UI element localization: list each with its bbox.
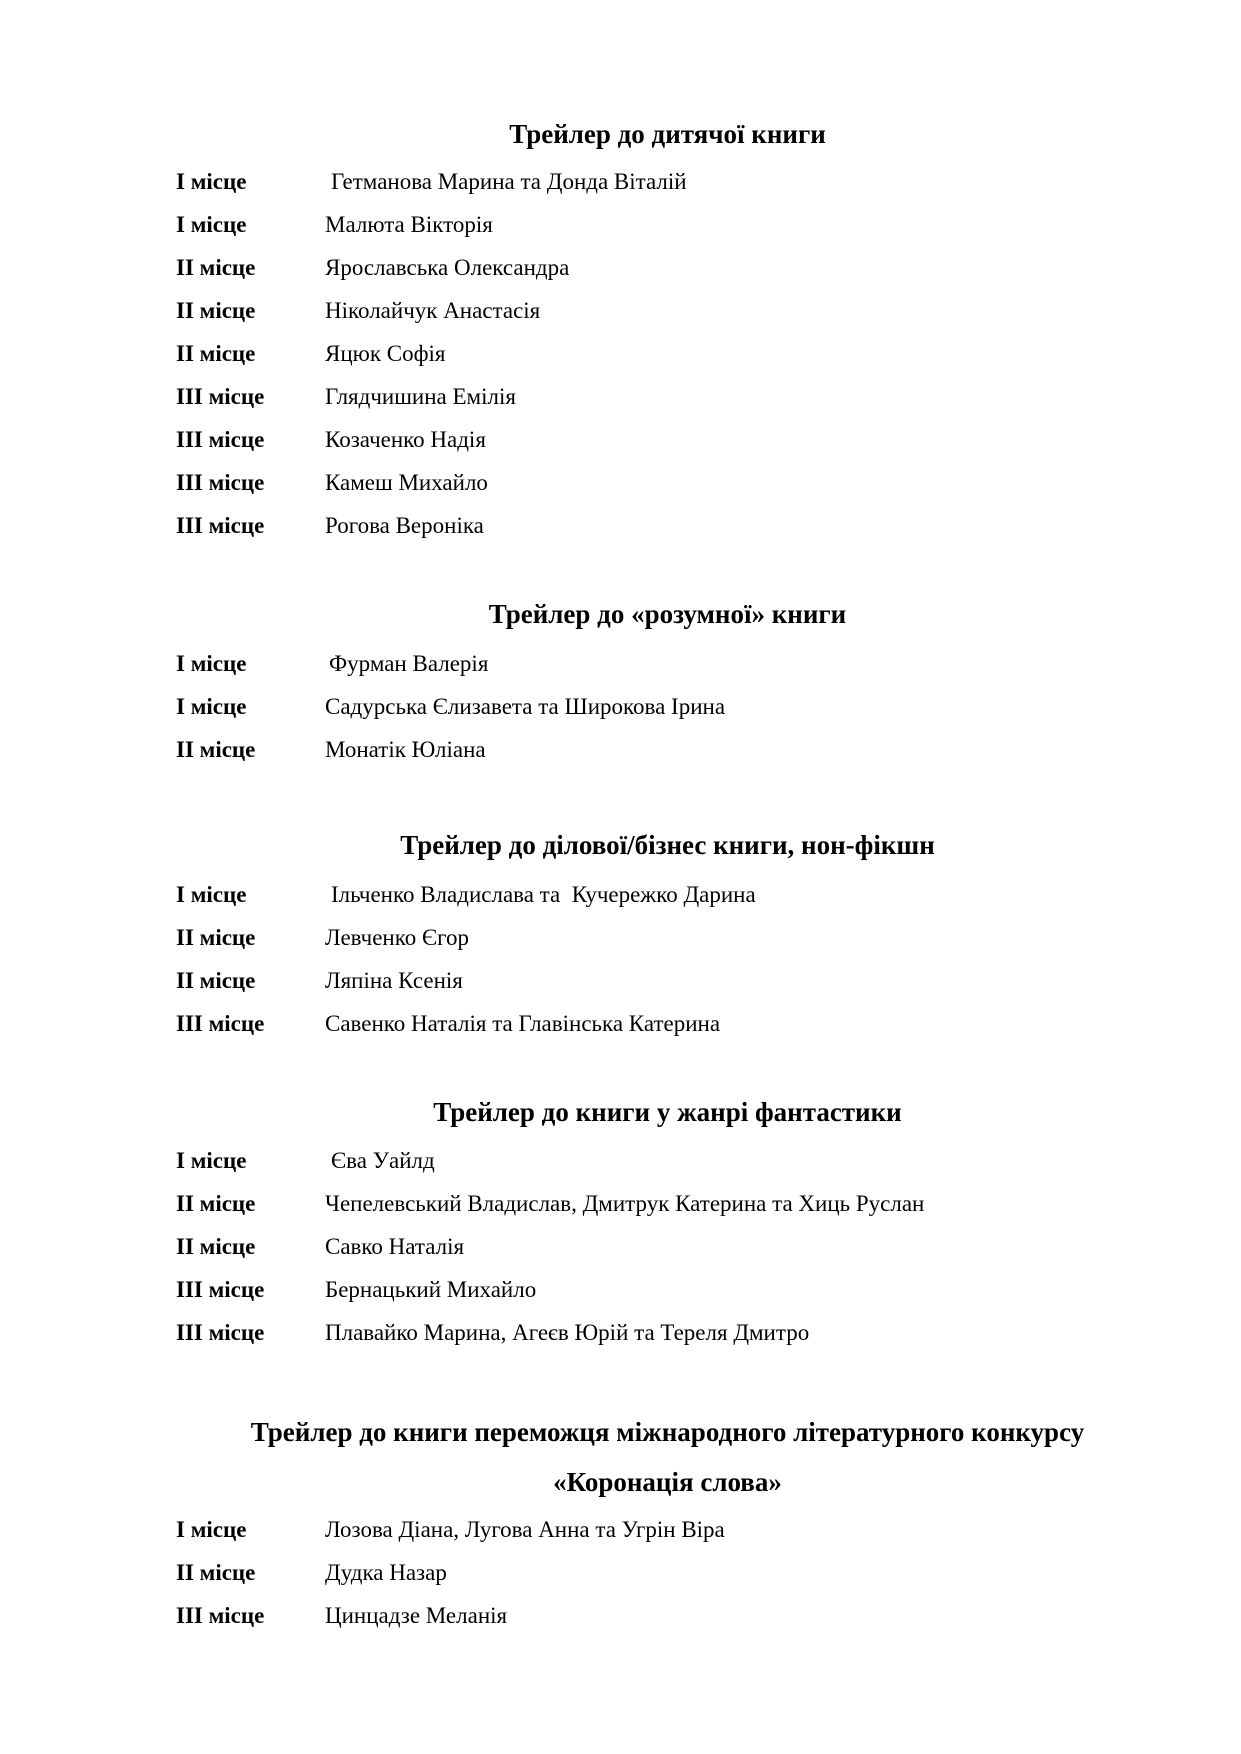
place-label: ІІ місце <box>176 341 256 366</box>
participant-name: Ніколайчук Анастасія <box>325 298 541 323</box>
place-label: І місце <box>176 169 247 194</box>
section-title: Трейлер до «розумної» книги <box>488 599 847 629</box>
section-title: Трейлер до ділової/бізнес книги, нон-фікшн <box>400 830 935 860</box>
section-title: Трейлер до книги у жанрі фантастики <box>433 1097 902 1127</box>
place-label: ІІІ місце <box>176 513 265 538</box>
participant-name: Монатік Юліана <box>325 737 486 762</box>
participant-name: Глядчишина Емілія <box>325 384 516 409</box>
place-label: І місце <box>176 651 247 676</box>
place-label: ІІ місце <box>176 1234 256 1259</box>
place-label: ІІІ місце <box>176 427 265 452</box>
place-label: ІІ місце <box>176 925 256 950</box>
place-label: ІІ місце <box>176 737 256 762</box>
section-subtitle: «Коронація слова» <box>553 1467 782 1497</box>
place-label: ІІІ місце <box>176 1320 265 1345</box>
place-label: І місце <box>176 1148 247 1173</box>
participant-name: Савко Наталія <box>325 1234 465 1259</box>
participant-name: Ляпіна Ксенія <box>325 968 463 993</box>
participant-name: Бернацький Михайло <box>325 1277 537 1302</box>
participant-name: Ярославська Олександра <box>325 255 570 280</box>
place-label: І місце <box>176 212 247 237</box>
place-label: ІІ місце <box>176 298 256 323</box>
participant-name: Плавайко Марина, Агеєв Юрій та Тереля Дмитро <box>325 1320 810 1345</box>
place-label: ІІІ місце <box>176 1603 265 1628</box>
participant-name: Єва Уайлд <box>331 1148 435 1173</box>
place-label: ІІІ місце <box>176 470 265 495</box>
participant-name: Левченко Єгор <box>325 925 470 950</box>
participant-name: Дудка Назар <box>325 1560 447 1585</box>
participant-name: Цинцадзе Меланія <box>325 1603 508 1628</box>
participant-name: Фурман Валерія <box>329 651 489 676</box>
place-label: І місце <box>176 1517 247 1542</box>
participant-name: Садурська Єлизавета та Широкова Ірина <box>325 694 726 719</box>
participant-name: Камеш Михайло <box>325 470 488 495</box>
place-label: ІІІ місце <box>176 384 265 409</box>
place-label: ІІІ місце <box>176 1277 265 1302</box>
place-label: ІІІ місце <box>176 1011 265 1036</box>
place-label: ІІ місце <box>176 1191 256 1216</box>
participant-name: Савенко Наталія та Главінська Катерина <box>325 1011 721 1036</box>
section-title: Трейлер до дитячої книги <box>509 119 826 149</box>
participant-name: Рогова Вероніка <box>325 513 484 538</box>
place-label: І місце <box>176 882 247 907</box>
place-label: ІІ місце <box>176 255 256 280</box>
participant-name: Козаченко Надія <box>325 427 486 452</box>
place-label: ІІ місце <box>176 1560 256 1585</box>
participant-name: Лозова Діана, Лугова Анна та Угрін Віра <box>325 1517 725 1542</box>
place-label: ІІ місце <box>176 968 256 993</box>
participant-name: Ільченко Владислава та Кучережко Дарина <box>331 882 756 907</box>
participant-name: Чепелевський Владислав, Дмитрук Катерина та Хиць Руслан <box>325 1191 925 1216</box>
participant-name: Малюта Вікторія <box>325 212 493 237</box>
participant-name: Яцюк Софія <box>325 341 446 366</box>
place-label: І місце <box>176 694 247 719</box>
section-title: Трейлер до книги переможця міжнародного літературного конкурсу <box>250 1417 1085 1447</box>
participant-name: Гетманова Марина та Донда Віталій <box>331 169 687 194</box>
